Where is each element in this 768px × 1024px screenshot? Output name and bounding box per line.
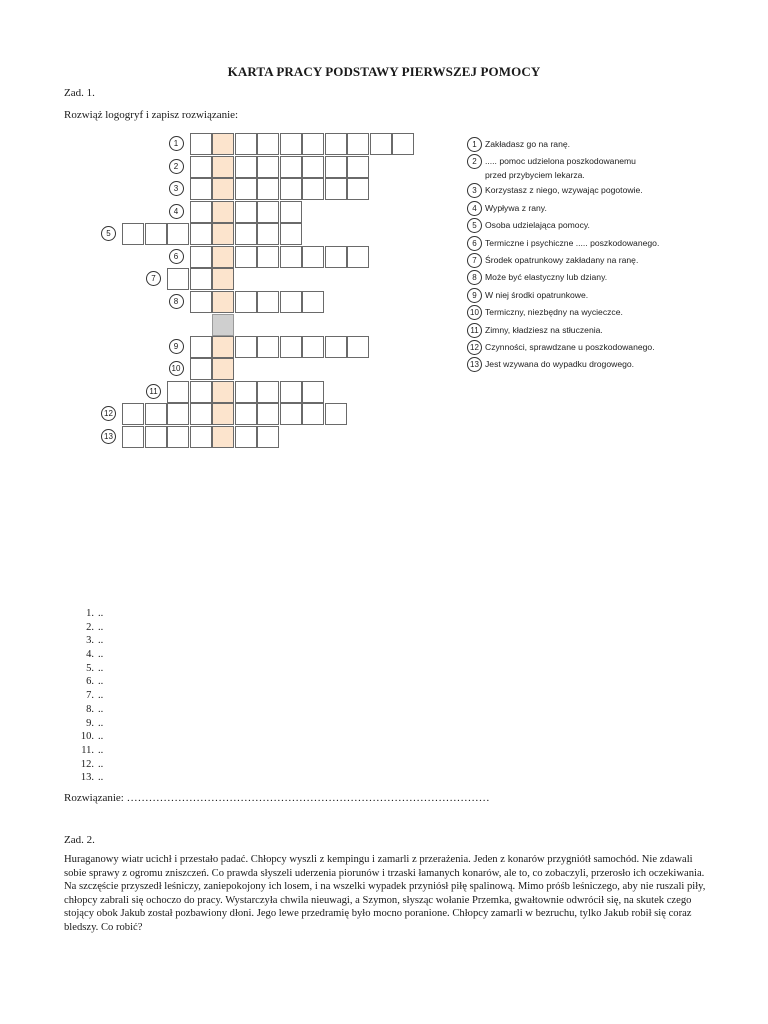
- crossword-cell[interactable]: [257, 291, 279, 313]
- crossword-key-cell[interactable]: [212, 426, 234, 448]
- task1-instruction: Rozwiąż logogryf i zapisz rozwiązanie:: [64, 109, 239, 121]
- crossword-key-cell[interactable]: [212, 358, 234, 380]
- answer-blank[interactable]: ..: [98, 690, 104, 702]
- crossword-cell[interactable]: [280, 246, 302, 268]
- crossword-cell[interactable]: [235, 246, 257, 268]
- task2-story: Huraganowy wiatr ucichł i przestało padać. Chłopcy wyszli z kempingu i zamarli z przerażenia. Jeden z konarów przygniótł samochód. Nie zdawali sobie sprawy z ogromu zniszczeń. Co prawda słyszeli uderzenia piorunów i trzaski łamanych konarów, ale to, co zobaczyli, przerosło ich oczekiwania. Na szczęście przyszedł leśniczy, zaniepokojony ich losem, i na wszelki wypadek przyniósł piłę spalinową. Mimo próśb leśniczego, aby nie ruszali piły, chłopcy zabrali się ochoczo do pracy. Wystarczyła chwila nieuwagi, a Szymon, słysząc wołanie Przemka, gwałtownie odwrócił się, na skutek czego stojący obok Jakub został pozbawiony dłoni. Jego lewe przedramię było mocno poranione. Chłopcy zamarli w bezruchu, tylko Jakub robił się coraz bledszy. Co robić?: [64, 854, 706, 933]
- crossword-cell[interactable]: [302, 381, 324, 403]
- crossword-key-cell[interactable]: [212, 336, 234, 358]
- clue-text: ..... pomoc udzielona poszkodowanemu: [485, 156, 636, 167]
- crossword-cell[interactable]: [347, 246, 369, 268]
- crossword-row-number: 1: [169, 136, 184, 151]
- crossword-cell[interactable]: [190, 403, 212, 425]
- crossword-cell[interactable]: [190, 133, 212, 155]
- clue-number: 9: [467, 288, 482, 303]
- crossword-cell[interactable]: [347, 178, 369, 200]
- crossword-key-cell[interactable]: [212, 201, 234, 223]
- crossword-cell[interactable]: [302, 133, 324, 155]
- answer-number: 13.: [80, 772, 94, 784]
- clue-number: 5: [467, 218, 482, 233]
- crossword-cell[interactable]: [235, 336, 257, 358]
- answer-blank[interactable]: ..: [98, 649, 104, 661]
- crossword-cell[interactable]: [280, 381, 302, 403]
- answer-line[interactable]: [64, 621, 364, 635]
- answer-line[interactable]: [64, 675, 364, 689]
- crossword-cell[interactable]: [325, 403, 347, 425]
- crossword-cell[interactable]: [235, 291, 257, 313]
- clue-item: [467, 137, 757, 154]
- crossword-cell[interactable]: [235, 133, 257, 155]
- crossword-cell[interactable]: [392, 133, 414, 155]
- crossword-row-number: 4: [169, 204, 184, 219]
- crossword-row-number: 10: [169, 361, 184, 376]
- crossword-cell[interactable]: [257, 133, 279, 155]
- crossword-row-number: 2: [169, 159, 184, 174]
- answer-number: 8.: [86, 703, 94, 715]
- clue-number: 13: [467, 357, 482, 372]
- crossword-key-cell[interactable]: [212, 268, 234, 290]
- answer-number: 12.: [80, 758, 94, 770]
- crossword-cell[interactable]: [280, 291, 302, 313]
- clue-item: [467, 305, 757, 322]
- clue-item: [467, 288, 757, 305]
- answer-blank[interactable]: ..: [98, 731, 104, 743]
- clue-item: [467, 340, 757, 357]
- clue-list: [467, 137, 757, 375]
- clue-item: [467, 183, 757, 200]
- crossword-cell[interactable]: [347, 336, 369, 358]
- clue-text: Korzystasz z niego, wzywając pogotowie.: [485, 185, 643, 196]
- clue-number: 2: [467, 154, 482, 169]
- crossword-cell[interactable]: [257, 403, 279, 425]
- clue-text: Czynności, sprawdzane u poszkodowanego.: [485, 341, 655, 352]
- crossword-key-cell[interactable]: [212, 178, 234, 200]
- answer-blank[interactable]: ..: [98, 662, 104, 674]
- crossword-cell[interactable]: [190, 268, 212, 290]
- clue-item: [467, 201, 757, 218]
- answer-blank[interactable]: ..: [98, 758, 104, 770]
- crossword-separator-cell: [212, 314, 234, 336]
- crossword-cell[interactable]: [302, 156, 324, 178]
- answer-blank[interactable]: ..: [98, 703, 104, 715]
- crossword-cell[interactable]: [167, 403, 189, 425]
- page-title: KARTA PRACY PODSTAWY PIERWSZEJ POMOCY: [227, 64, 541, 79]
- crossword-cell[interactable]: [280, 156, 302, 178]
- crossword-cell[interactable]: [257, 223, 279, 245]
- crossword-row-13: [0, 426, 768, 448]
- crossword-cell[interactable]: [190, 336, 212, 358]
- answer-number: 6.: [86, 676, 94, 688]
- crossword-cell[interactable]: [280, 336, 302, 358]
- clue-item: [467, 218, 757, 235]
- answer-blank[interactable]: ..: [98, 635, 104, 647]
- answer-blank[interactable]: ..: [98, 772, 104, 784]
- crossword-cell[interactable]: [190, 358, 212, 380]
- answer-line[interactable]: [64, 744, 364, 758]
- clue-item: [467, 253, 757, 270]
- crossword-cell[interactable]: [190, 223, 212, 245]
- clue-text: Zakładasz go na ranę.: [485, 139, 571, 149]
- answer-blank[interactable]: ..: [98, 676, 104, 688]
- crossword-cell[interactable]: [257, 426, 279, 448]
- crossword-cell[interactable]: [235, 223, 257, 245]
- crossword-cell[interactable]: [235, 156, 257, 178]
- crossword-cell[interactable]: [167, 223, 189, 245]
- clue-text: Jest wzywana do wypadku drogowego.: [485, 359, 635, 370]
- answer-number: 10.: [80, 731, 94, 743]
- crossword-cell[interactable]: [280, 223, 302, 245]
- crossword-row-12: [0, 403, 768, 425]
- answer-line[interactable]: [64, 689, 364, 703]
- answer-blank[interactable]: ..: [98, 744, 104, 756]
- answer-line[interactable]: [64, 730, 364, 744]
- task2-label: Zad. 2.: [64, 834, 95, 846]
- answer-line[interactable]: [64, 662, 364, 676]
- clue-item: [467, 357, 757, 374]
- answer-blank[interactable]: ..: [98, 717, 104, 729]
- answer-blank[interactable]: ..: [98, 608, 104, 619]
- crossword-row-number: 3: [169, 181, 184, 196]
- crossword-cell[interactable]: [325, 246, 347, 268]
- crossword-cell[interactable]: [145, 223, 167, 245]
- answer-line[interactable]: [64, 634, 364, 648]
- clue-number: 1: [467, 137, 482, 152]
- crossword-row-11: [0, 381, 768, 403]
- answer-line[interactable]: [64, 607, 364, 621]
- crossword-cell[interactable]: [122, 426, 144, 448]
- crossword-key-cell[interactable]: [212, 403, 234, 425]
- crossword-row-number: 11: [146, 384, 161, 399]
- crossword-row-number: 8: [169, 294, 184, 309]
- crossword-key-cell[interactable]: [212, 291, 234, 313]
- crossword-cell[interactable]: [235, 403, 257, 425]
- clue-text: Termiczne i psychiczne ..... poszkodowanego.: [485, 237, 660, 248]
- answer-number: 11.: [81, 744, 94, 756]
- crossword-key-cell[interactable]: [212, 381, 234, 403]
- answer-blank[interactable]: ..: [98, 621, 104, 633]
- clue-text: Wypływa z rany.: [485, 202, 547, 213]
- answer-line[interactable]: [64, 758, 364, 772]
- crossword-row-number: 12: [101, 406, 116, 421]
- crossword-cell[interactable]: [280, 201, 302, 223]
- answer-line[interactable]: [64, 771, 364, 785]
- crossword-cell[interactable]: [280, 133, 302, 155]
- crossword-cell[interactable]: [167, 381, 189, 403]
- answer-line[interactable]: [64, 648, 364, 662]
- answer-number: 2.: [86, 621, 94, 633]
- crossword-cell[interactable]: [257, 156, 279, 178]
- crossword-key-cell[interactable]: [212, 133, 234, 155]
- crossword-cell[interactable]: [325, 178, 347, 200]
- crossword-cell[interactable]: [235, 381, 257, 403]
- answer-number: 7.: [86, 690, 94, 702]
- solution-line[interactable]: Rozwiązanie: ………………………………………………………………………………………: [64, 792, 490, 804]
- clue-text: Zimny, kładziesz na stłuczenia.: [485, 324, 603, 335]
- crossword-cell[interactable]: [122, 403, 144, 425]
- answer-number: 9.: [86, 717, 94, 729]
- answer-line[interactable]: [64, 717, 364, 731]
- crossword-cell[interactable]: [257, 178, 279, 200]
- clue-number: 4: [467, 201, 482, 216]
- crossword-key-cell[interactable]: [212, 246, 234, 268]
- crossword-cell[interactable]: [190, 156, 212, 178]
- crossword-cell[interactable]: [257, 381, 279, 403]
- answer-list: [64, 607, 364, 785]
- clue-text: Środek opatrunkowy zakładany na ranę.: [485, 254, 639, 265]
- crossword-cell[interactable]: [257, 336, 279, 358]
- crossword-cell[interactable]: [302, 336, 324, 358]
- answer-number: 3.: [86, 635, 94, 647]
- crossword-cell[interactable]: [302, 403, 324, 425]
- crossword-cell[interactable]: [190, 381, 212, 403]
- clue-item: [467, 236, 757, 253]
- crossword-cell[interactable]: [167, 268, 189, 290]
- clue-number: 7: [467, 253, 482, 268]
- crossword-cell[interactable]: [257, 246, 279, 268]
- crossword-cell[interactable]: [280, 178, 302, 200]
- clue-text: Termiczny, niezbędny na wycieczce.: [485, 307, 623, 318]
- crossword-cell[interactable]: [325, 156, 347, 178]
- crossword-cell[interactable]: [325, 336, 347, 358]
- clue-text: Może być elastyczny lub dziany.: [485, 272, 608, 283]
- crossword-cell[interactable]: [167, 426, 189, 448]
- crossword-cell[interactable]: [370, 133, 392, 155]
- crossword-cell[interactable]: [257, 201, 279, 223]
- answer-number: 1.: [86, 608, 94, 619]
- crossword-cell[interactable]: [190, 426, 212, 448]
- crossword-cell[interactable]: [190, 178, 212, 200]
- clue-number: 6: [467, 236, 482, 251]
- clue-number: 12: [467, 340, 482, 355]
- crossword-cell[interactable]: [280, 403, 302, 425]
- crossword-cell[interactable]: [302, 291, 324, 313]
- crossword-cell[interactable]: [122, 223, 144, 245]
- crossword-cell[interactable]: [302, 178, 324, 200]
- crossword-cell[interactable]: [302, 246, 324, 268]
- crossword-cell[interactable]: [145, 403, 167, 425]
- clue-text: W niej środki opatrunkowe.: [485, 289, 589, 300]
- crossword-key-cell[interactable]: [212, 156, 234, 178]
- crossword-row-number: 5: [101, 226, 116, 241]
- crossword-cell[interactable]: [347, 156, 369, 178]
- answer-number: 5.: [86, 662, 94, 674]
- crossword-row-number: 13: [101, 429, 116, 444]
- answer-line[interactable]: [64, 703, 364, 717]
- crossword-cell[interactable]: [235, 426, 257, 448]
- crossword-cell[interactable]: [190, 246, 212, 268]
- crossword-row-number: 9: [169, 339, 184, 354]
- clue-text: Osoba udzielająca pomocy.: [485, 220, 590, 231]
- task1-label: Zad. 1.: [64, 87, 95, 99]
- clue-number: 10: [467, 305, 482, 320]
- crossword-cell[interactable]: [235, 178, 257, 200]
- crossword-cell[interactable]: [145, 426, 167, 448]
- crossword-key-cell[interactable]: [212, 223, 234, 245]
- crossword-cell[interactable]: [190, 201, 212, 223]
- crossword-cell[interactable]: [347, 133, 369, 155]
- crossword-cell[interactable]: [190, 291, 212, 313]
- clue-number: 11: [467, 323, 482, 338]
- clue-item: [467, 154, 757, 183]
- clue-number: 8: [467, 270, 482, 285]
- crossword-row-number: 7: [146, 271, 161, 286]
- clue-item: [467, 323, 757, 340]
- answer-number: 4.: [86, 649, 94, 661]
- crossword-cell[interactable]: [325, 133, 347, 155]
- clue-text-line2: przed przybyciem lekarza.: [485, 170, 585, 181]
- clue-item: [467, 270, 757, 287]
- crossword-cell[interactable]: [235, 201, 257, 223]
- crossword-row-number: 6: [169, 249, 184, 264]
- clue-number: 3: [467, 183, 482, 198]
